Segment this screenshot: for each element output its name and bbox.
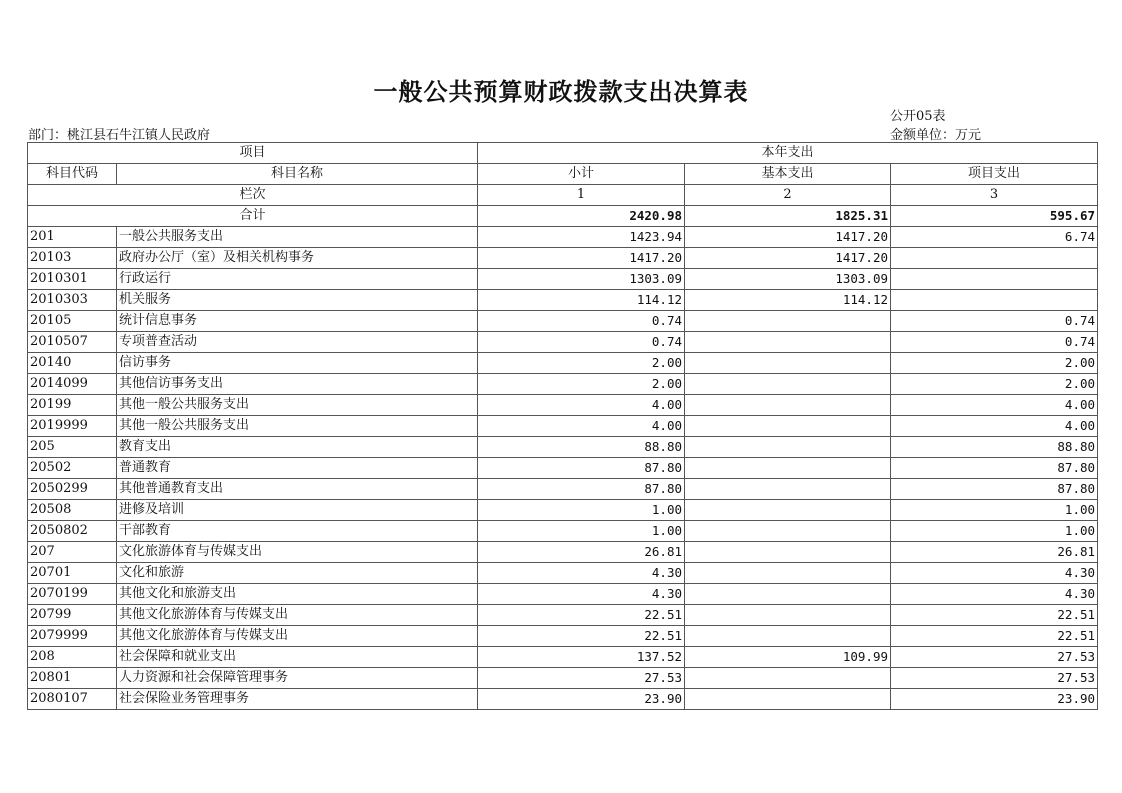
row-basic: [685, 458, 891, 479]
header-name: 科目名称: [117, 164, 478, 185]
row-subtotal: 27.53: [478, 668, 685, 689]
table-row: [28, 437, 1098, 458]
header-row-3: [28, 185, 1098, 206]
row-basic: 114.12: [685, 290, 891, 311]
row-code: 2080107: [28, 689, 117, 710]
header-subtotal: 小计: [478, 164, 685, 185]
row-project: 4.30: [891, 584, 1098, 605]
header-column-no: 栏次: [28, 185, 478, 206]
row-basic: [685, 584, 891, 605]
total-row: [28, 206, 1098, 227]
row-project: 27.53: [891, 668, 1098, 689]
table-row: [28, 626, 1098, 647]
table-row: [28, 521, 1098, 542]
row-subtotal: 137.52: [478, 647, 685, 668]
row-name: 其他信访事务支出: [117, 374, 478, 395]
table-row: [28, 563, 1098, 584]
row-project: 2.00: [891, 374, 1098, 395]
total-basic: 1825.31: [685, 206, 891, 227]
header-project: 项目支出: [891, 164, 1098, 185]
row-project: [891, 248, 1098, 269]
row-subtotal: 4.00: [478, 395, 685, 416]
total-subtotal: 2420.98: [478, 206, 685, 227]
row-project: 0.74: [891, 332, 1098, 353]
row-project: 26.81: [891, 542, 1098, 563]
row-name: 信访事务: [117, 353, 478, 374]
row-code: 20103: [28, 248, 117, 269]
row-code: 2050802: [28, 521, 117, 542]
row-project: 6.74: [891, 227, 1098, 248]
table-row: [28, 479, 1098, 500]
row-basic: [685, 395, 891, 416]
row-project: 87.80: [891, 458, 1098, 479]
row-basic: 109.99: [685, 647, 891, 668]
row-code: 20199: [28, 395, 117, 416]
row-basic: [685, 416, 891, 437]
row-basic: [685, 563, 891, 584]
row-code: 205: [28, 437, 117, 458]
row-code: 2010303: [28, 290, 117, 311]
row-basic: [685, 542, 891, 563]
row-code: 207: [28, 542, 117, 563]
row-subtotal: 88.80: [478, 437, 685, 458]
row-basic: [685, 437, 891, 458]
row-basic: [685, 500, 891, 521]
row-name: 行政运行: [117, 269, 478, 290]
row-project: 0.74: [891, 311, 1098, 332]
header-row-1: [28, 143, 1098, 164]
total-project: 595.67: [891, 206, 1098, 227]
row-basic: [685, 668, 891, 689]
row-project: 4.00: [891, 416, 1098, 437]
table-row: [28, 542, 1098, 563]
row-name: 其他一般公共服务支出: [117, 416, 478, 437]
row-code: 20140: [28, 353, 117, 374]
header-current-year: 本年支出: [478, 143, 1098, 164]
table-row: [28, 374, 1098, 395]
row-project: 4.00: [891, 395, 1098, 416]
row-name: 文化旅游体育与传媒支出: [117, 542, 478, 563]
header-row-2: [28, 164, 1098, 185]
table-row: [28, 227, 1098, 248]
row-subtotal: 0.74: [478, 311, 685, 332]
row-basic: 1417.20: [685, 248, 891, 269]
row-project: 27.53: [891, 647, 1098, 668]
row-code: 2014099: [28, 374, 117, 395]
row-name: 政府办公厅（室）及相关机构事务: [117, 248, 478, 269]
row-subtotal: 23.90: [478, 689, 685, 710]
header-item: 项目: [28, 143, 478, 164]
row-name: 其他文化旅游体育与传媒支出: [117, 605, 478, 626]
row-name: 教育支出: [117, 437, 478, 458]
table-row: [28, 584, 1098, 605]
row-basic: [685, 689, 891, 710]
row-project: 23.90: [891, 689, 1098, 710]
row-subtotal: 22.51: [478, 605, 685, 626]
row-basic: [685, 311, 891, 332]
table-row: [28, 332, 1098, 353]
header-code: 科目代码: [28, 164, 117, 185]
row-name: 进修及培训: [117, 500, 478, 521]
row-project: 88.80: [891, 437, 1098, 458]
row-subtotal: 114.12: [478, 290, 685, 311]
row-subtotal: 4.00: [478, 416, 685, 437]
header-col2: 2: [685, 185, 891, 206]
row-code: 2070199: [28, 584, 117, 605]
table-row: [28, 395, 1098, 416]
table-row: [28, 311, 1098, 332]
row-name: 人力资源和社会保障管理事务: [117, 668, 478, 689]
row-code: 20799: [28, 605, 117, 626]
row-project: [891, 269, 1098, 290]
row-subtotal: 2.00: [478, 353, 685, 374]
unit-label: 金额单位：万元: [890, 128, 982, 143]
row-name: 文化和旅游: [117, 563, 478, 584]
row-code: 208: [28, 647, 117, 668]
row-project: 1.00: [891, 521, 1098, 542]
row-subtotal: 4.30: [478, 584, 685, 605]
row-project: 22.51: [891, 626, 1098, 647]
row-name: 其他文化和旅游支出: [117, 584, 478, 605]
table-row: [28, 353, 1098, 374]
form-number: 公开05表: [890, 109, 946, 124]
row-name: 社会保险业务管理事务: [117, 689, 478, 710]
table-row: [28, 248, 1098, 269]
header-basic: 基本支出: [685, 164, 891, 185]
row-name: 机关服务: [117, 290, 478, 311]
row-name: 专项普查活动: [117, 332, 478, 353]
row-name: 统计信息事务: [117, 311, 478, 332]
row-subtotal: 22.51: [478, 626, 685, 647]
header-col1: 1: [478, 185, 685, 206]
row-project: 22.51: [891, 605, 1098, 626]
row-code: 20502: [28, 458, 117, 479]
row-subtotal: 4.30: [478, 563, 685, 584]
row-basic: [685, 521, 891, 542]
row-code: 20701: [28, 563, 117, 584]
row-name: 其他文化旅游体育与传媒支出: [117, 626, 478, 647]
row-code: 2010507: [28, 332, 117, 353]
row-code: 2079999: [28, 626, 117, 647]
row-basic: 1303.09: [685, 269, 891, 290]
header-col3: 3: [891, 185, 1098, 206]
department-label: 部门：桃江县石牛江镇人民政府: [28, 128, 211, 143]
table-row: [28, 500, 1098, 521]
table-row: [28, 416, 1098, 437]
row-basic: [685, 479, 891, 500]
row-subtotal: 87.80: [478, 479, 685, 500]
row-subtotal: 1303.09: [478, 269, 685, 290]
row-code: 20105: [28, 311, 117, 332]
row-subtotal: 1.00: [478, 521, 685, 542]
row-code: 2050299: [28, 479, 117, 500]
row-subtotal: 1417.20: [478, 248, 685, 269]
table-row: [28, 668, 1098, 689]
table-row: [28, 605, 1098, 626]
row-subtotal: 1423.94: [478, 227, 685, 248]
row-project: [891, 290, 1098, 311]
row-code: 20801: [28, 668, 117, 689]
table-row: [28, 689, 1098, 710]
row-subtotal: 0.74: [478, 332, 685, 353]
row-project: 1.00: [891, 500, 1098, 521]
row-name: 干部教育: [117, 521, 478, 542]
table-row: [28, 458, 1098, 479]
row-project: 2.00: [891, 353, 1098, 374]
row-code: 2010301: [28, 269, 117, 290]
table-row: [28, 269, 1098, 290]
row-basic: [685, 626, 891, 647]
row-code: 2019999: [28, 416, 117, 437]
row-subtotal: 1.00: [478, 500, 685, 521]
row-basic: [685, 332, 891, 353]
row-project: 87.80: [891, 479, 1098, 500]
total-label: 合计: [28, 206, 478, 227]
page-title: 一般公共预算财政拨款支出决算表: [373, 78, 749, 106]
row-name: 普通教育: [117, 458, 478, 479]
row-subtotal: 2.00: [478, 374, 685, 395]
budget-table: [27, 142, 1098, 710]
row-project: 4.30: [891, 563, 1098, 584]
row-code: 20508: [28, 500, 117, 521]
row-code: 201: [28, 227, 117, 248]
row-name: 其他一般公共服务支出: [117, 395, 478, 416]
row-name: 社会保障和就业支出: [117, 647, 478, 668]
row-basic: 1417.20: [685, 227, 891, 248]
table-row: [28, 290, 1098, 311]
row-subtotal: 87.80: [478, 458, 685, 479]
row-basic: [685, 374, 891, 395]
table-row: [28, 647, 1098, 668]
row-name: 其他普通教育支出: [117, 479, 478, 500]
row-subtotal: 26.81: [478, 542, 685, 563]
row-name: 一般公共服务支出: [117, 227, 478, 248]
row-basic: [685, 353, 891, 374]
row-basic: [685, 605, 891, 626]
